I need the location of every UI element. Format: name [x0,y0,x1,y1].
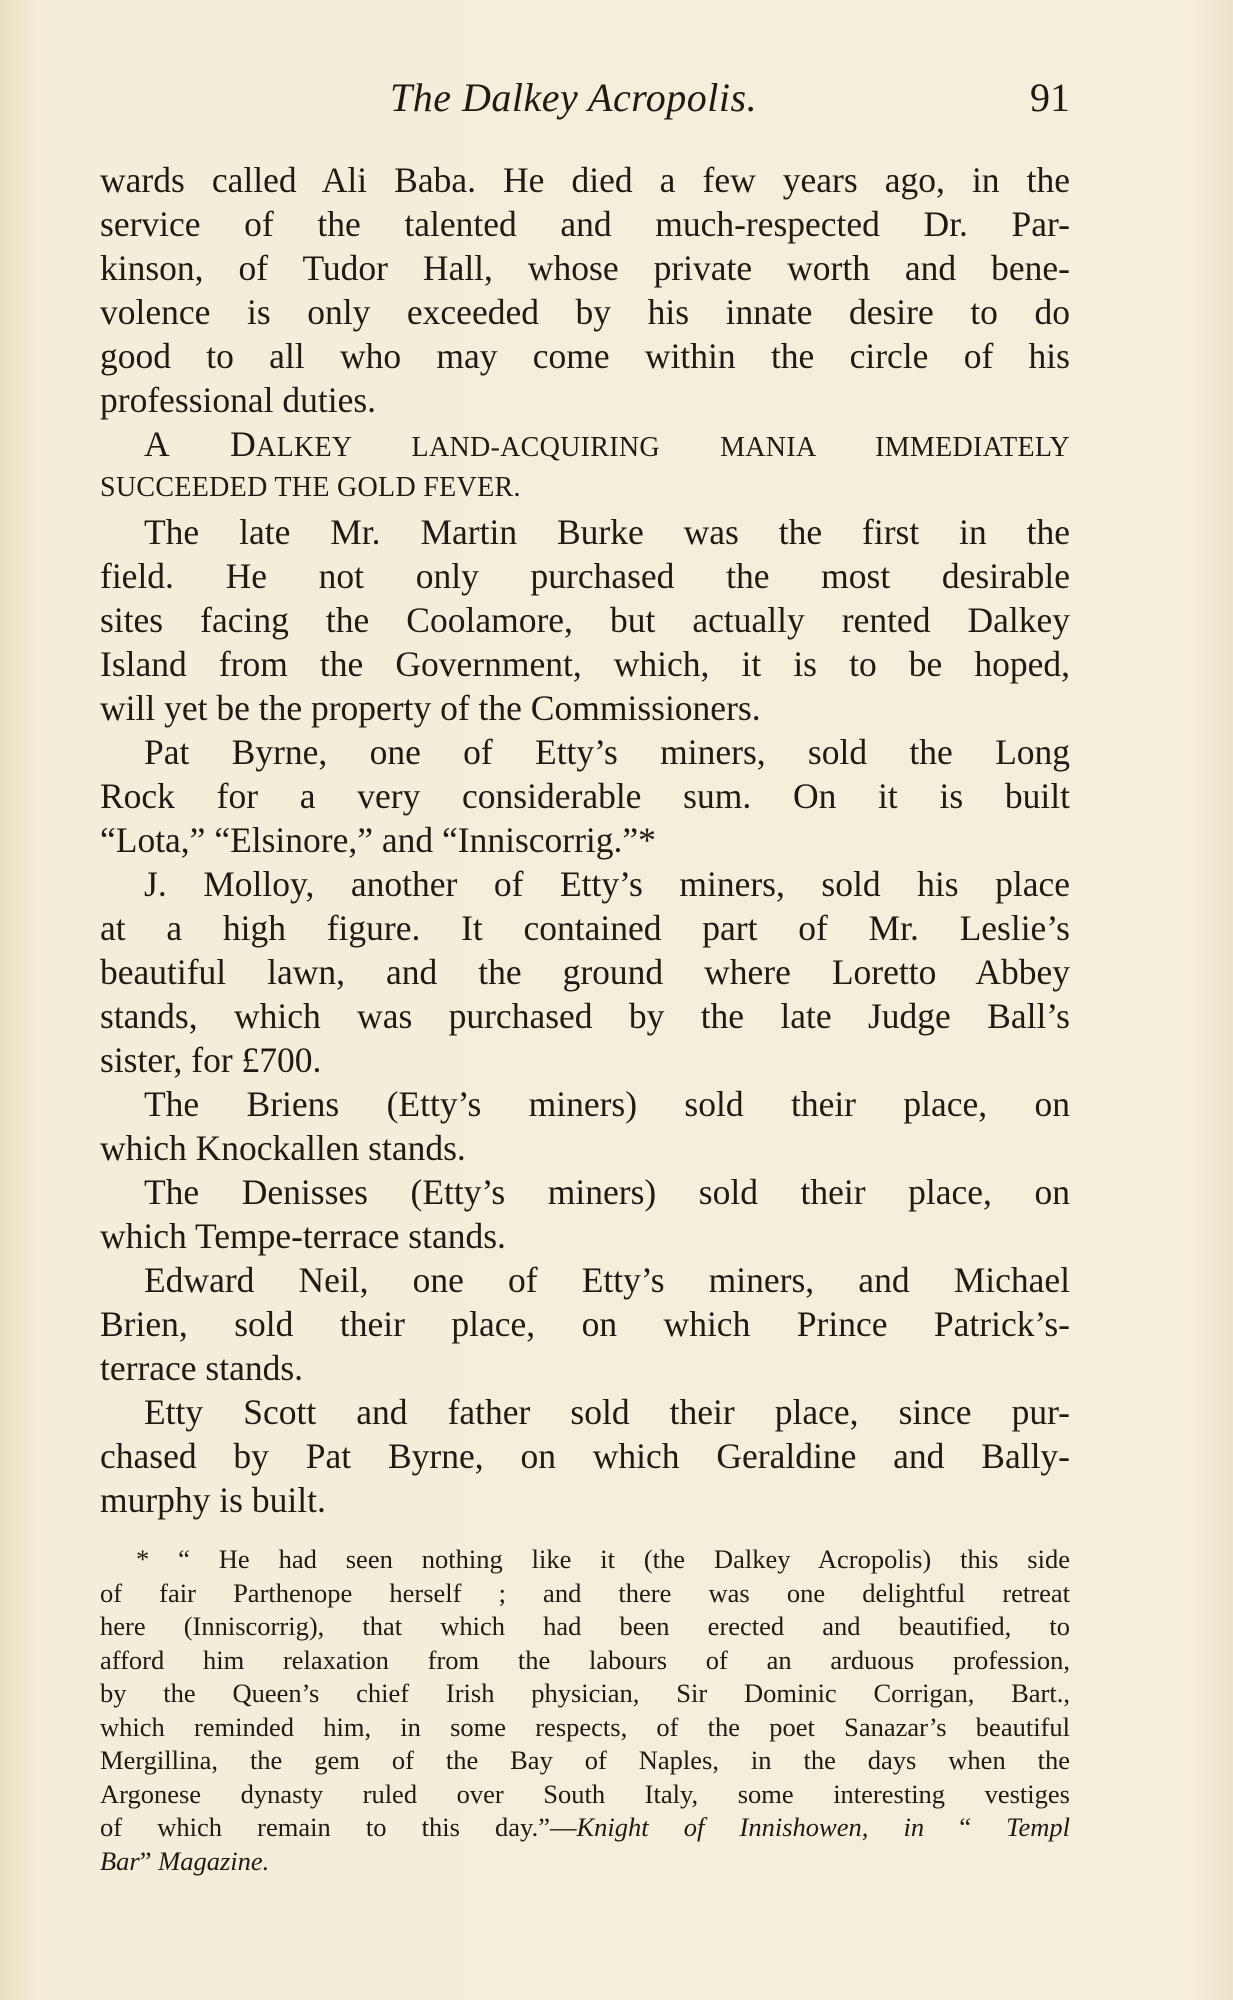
text-line: service of the talented and much-respected Dr. Par- [100,204,1070,244]
text-line: field. He not only purchased the most desirable [100,556,1070,596]
text-line: Etty Scott and father sold their place, since pur- [144,1392,1070,1432]
text-line: will yet be the property of the Commissioners. [100,688,761,728]
text-line: J. Molloy, another of Etty’s miners, sold his place [144,864,1070,904]
section-heading-line: SUCCEEDED THE GOLD FEVER. [100,472,521,503]
heading-text [170,432,230,463]
footnote-line [100,1811,1070,1845]
heading-text: ALKEY LAND-ACQUIRING MANIA IMMEDIATELY [256,432,1070,463]
text-line: Brien, sold their place, on which Prince Patrick’s- [100,1304,1070,1344]
footnote-line: which reminded him, in some respects, of the poet Sanazar’s beautiful [100,1711,1070,1742]
footnote-line: afford him relaxation from the labours of an arduous profession, [100,1644,1070,1675]
footnote-line: Mergillina, the gem of the Bay of Naples, in the days when the [100,1745,1070,1775]
footnote-line [100,1845,1070,1879]
text-line: at a high figure. It contained part of Mr. Leslie’s [100,908,1070,948]
text-line: terrace stands. [100,1348,304,1388]
footnote-source: Magazine. [158,1845,270,1876]
running-title: The Dalkey Acropolis. [390,75,758,120]
footnote-text: of which remain to this day.”— [100,1812,577,1842]
footnote-quote-mark: “ [924,1812,1007,1842]
text-line: sites facing the Coolamore, but actually rented Dalkey [100,600,1070,640]
footnote-source: Knight of Innishowen, in [576,1812,925,1842]
heading-capital: D [230,424,257,464]
text-line: Pat Byrne, one of Etty’s miners, sold the Long [144,732,1070,772]
text-line: The Briens (Etty’s miners) sold their place, on [144,1084,1070,1124]
text-line: which Tempe-terrace stands. [100,1216,506,1256]
page-number: 91 [1030,75,1070,120]
text-line: Rock for a very considerable sum. On it is built [100,776,1070,816]
text-line: The Denisses (Etty’s miners) sold their place, on [144,1172,1070,1212]
footnote-source: Bar [100,1845,140,1876]
footnote-quote-mark: ” [139,1845,159,1876]
text-line: volence is only exceeded by his innate desire to do [100,292,1070,332]
text-line: kinson, of Tudor Hall, whose private worth and bene- [100,248,1070,288]
heading-capital: A [144,424,170,464]
footnote-source: Templ [1006,1812,1070,1842]
footnote-line: here (Inniscorrig), that which had been erected and beautified, to [100,1611,1070,1641]
text-line: beautiful lawn, and the ground where Loretto Abbey [100,952,1070,992]
running-header [100,74,1070,128]
text-line: murphy is built. [100,1480,326,1520]
footnote-line: Argonese dynasty ruled over South Italy, some interesting vestiges [100,1778,1070,1809]
text-line: stands, which was purchased by the late Judge Ball’s [100,996,1070,1036]
text-line: Island from the Government, which, it is to be hoped, [100,644,1070,684]
text-line: good to all who may come within the circle of his [100,336,1070,376]
text-line: professional duties. [100,380,377,420]
text-line: Edward Neil, one of Etty’s miners, and Michael [144,1260,1070,1300]
text-line: which Knockallen stands. [100,1128,466,1168]
text-line: sister, for £700. [100,1040,322,1080]
footnote [100,1543,1070,1878]
footnote-line: * “ He had seen nothing like it (the Dalkey Acropolis) this side [136,1544,1070,1574]
text-line: The late Mr. Martin Burke was the first in the [144,512,1070,552]
footnote-line: by the Queen’s chief Irish physician, Sir Dominic Corrigan, Bart., [100,1678,1070,1708]
text-line: wards called Ali Baba. He died a few years ago, in the [100,160,1070,200]
footnote-line: of fair Parthenope herself ; and there was one delightful retreat [100,1577,1070,1608]
body-text [100,158,1070,1522]
text-line: “Lota,” “Elsinore,” and “Inniscorrig.”* [100,820,656,860]
text-line: chased by Pat Byrne, on which Geraldine and Bally- [100,1436,1070,1476]
section-heading-line [100,422,1070,466]
